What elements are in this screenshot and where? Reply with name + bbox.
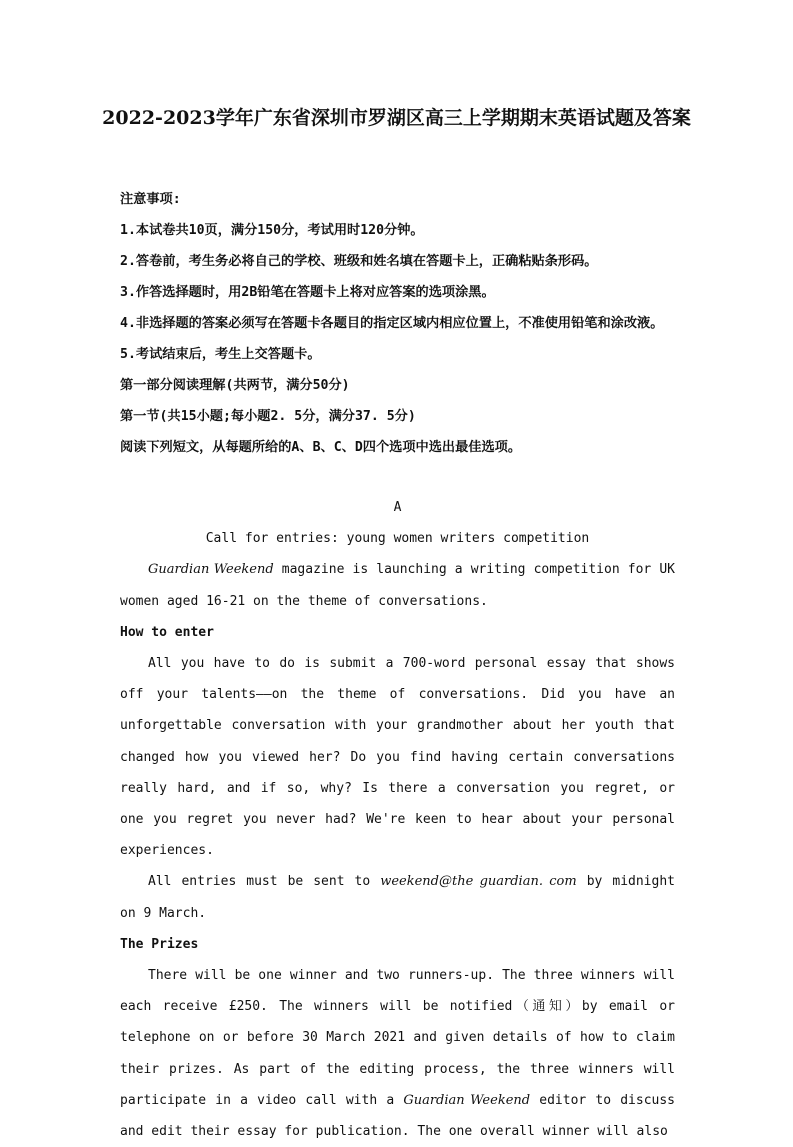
notice-block [120,184,683,463]
notice-item-2: 2.答卷前，考生务必将自己的学校、班级和姓名填在答题卡上，正确粘贴条形码。 [120,254,598,269]
notice-item-3: 3.作答选择题时，用2B铅笔在答题卡上将对应答案的选项涂黑。 [120,285,495,300]
paragraph-intro-text: magazine is launching a writing competition for UK women aged 16-21 on the theme of conversations. [120,562,675,609]
heading-prizes: The Prizes [120,936,199,952]
notice-item-1: 1.本试卷共10页，满分150分，考试用时120分钟。 [120,223,424,238]
passage-title: Call for entries: young women writers competition [205,531,590,547]
reading-instruction: 阅读下列短文，从每题所给的A、B、C、D四个选项中选出最佳选项。 [120,440,522,455]
passage-a [120,492,675,1147]
notice-heading: 注意事项: [120,192,181,207]
magazine-name: Guardian Weekend [148,562,274,578]
paragraph-how-to-enter: All you have to do is submit a 700-word personal essay that shows off your talents——on the theme of conversations. Did you have an unforgettable conversation with your grandmother about her youth that changed how you viewed her? Do you find having certain conversations really hard, and if so, why? Is there a conversation you regret, or one you regret you never had? We're keen to hear about your personal experiences. [120,656,675,859]
deadline-text-a: All entries must be sent to [148,874,381,890]
prizes-text-b: editor to discuss and edit their essay for publication. The one overall winner will also [120,1092,675,1140]
heading-how-to-enter: How to enter [120,624,214,640]
paragraph-deadline [120,866,675,928]
notice-item-4: 4.非选择题的答案必须写在答题卡各题目的指定区域内相应位置上，不准使用铅笔和涂改液。 [120,316,664,331]
prizes-text-a: There will be one winner and two runners-up. The three winners will each receive £250. The winners will be notified（通知）by email or telephone on or before 30 March 2021 and given details of how to claim their prizes. As part of the editing process, the three winners will participate in a video call with a [120,968,675,1108]
entry-email: weekend@the guardian. com [380,874,577,890]
passage-letter: A [393,500,402,515]
paragraph-intro [120,554,675,616]
magazine-name-2: Guardian Weekend [403,1092,531,1108]
part-one-heading: 第一部分阅读理解(共两节，满分50分) [120,378,350,393]
notice-item-5: 5.考试结束后，考生上交答题卡。 [120,347,321,362]
document-title: 2022-2023学年广东省深圳市罗湖区高三上学期期末英语试题及答案 [102,107,691,129]
deadline-text-b: by midnight on 9 March. [120,874,675,921]
section-one-heading: 第一节(共15小题;每小题2. 5分，满分37. 5分) [120,409,416,424]
paragraph-prizes [120,960,675,1147]
